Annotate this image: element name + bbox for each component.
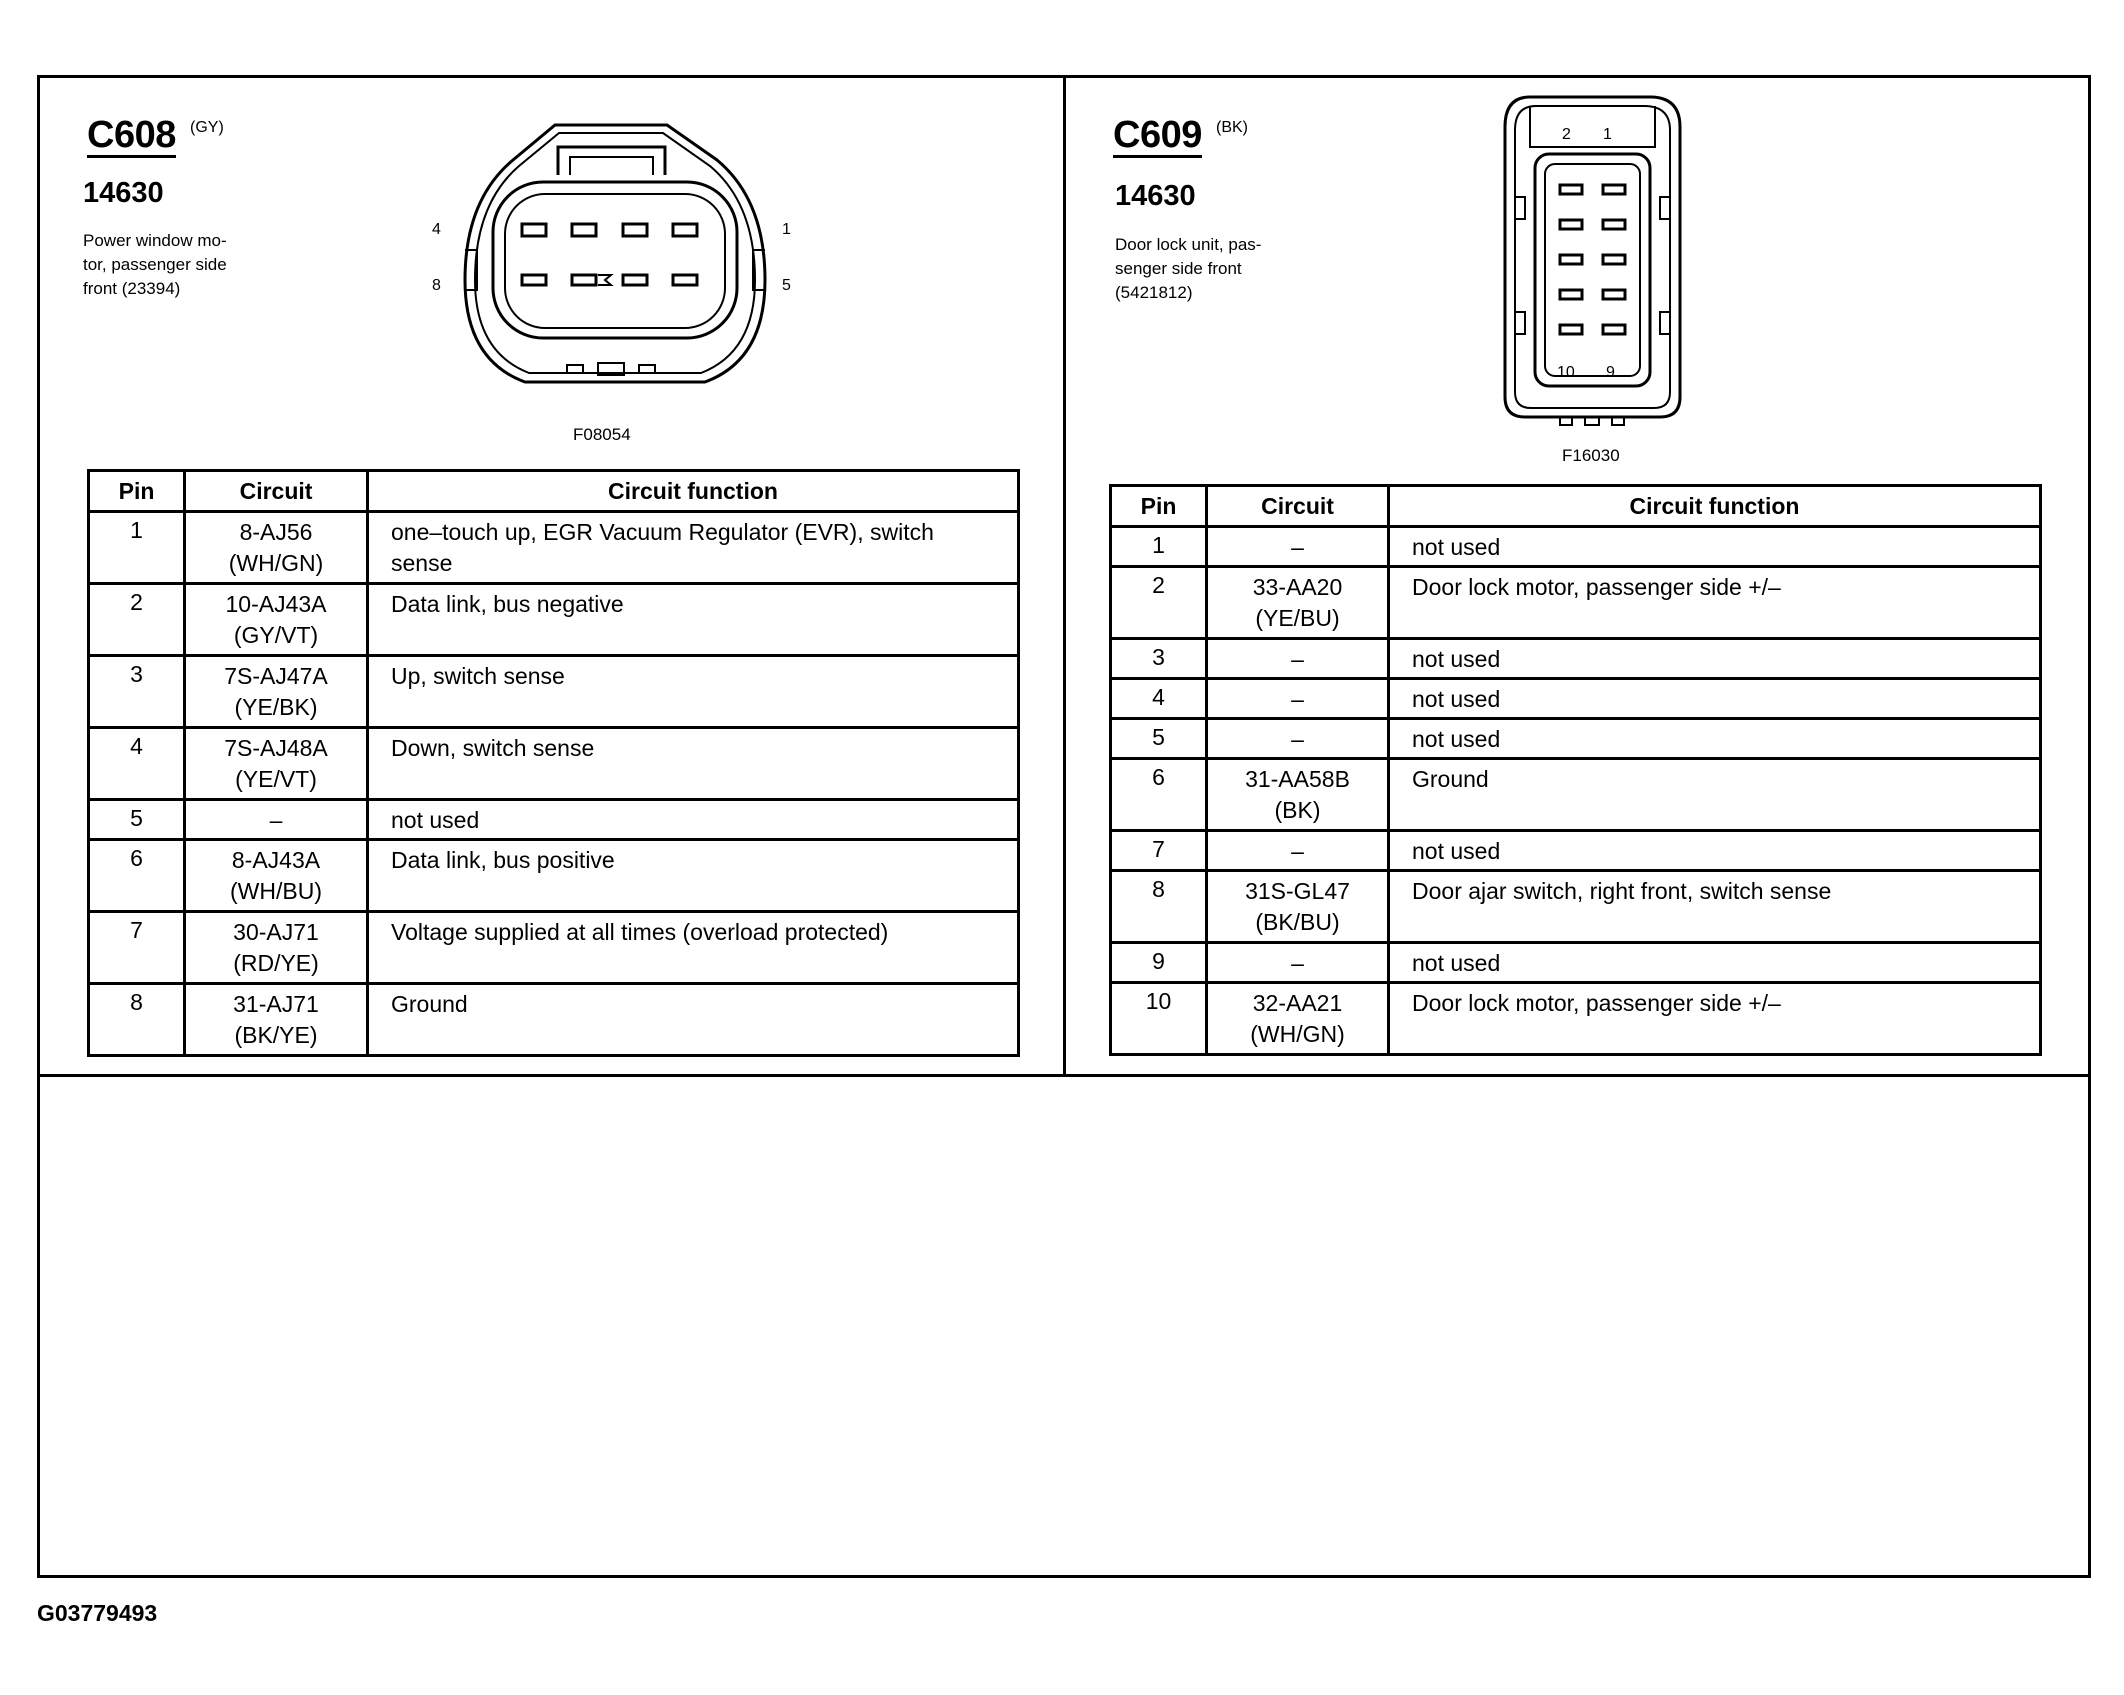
pin-label: 1	[782, 221, 791, 238]
part-number: 14630	[1115, 180, 1196, 212]
table-row	[1111, 527, 2041, 567]
cell-pin: 3	[1111, 639, 1207, 679]
cell-circuit	[1207, 719, 1389, 759]
cell-circuit	[185, 840, 368, 912]
table-header-row	[1111, 486, 2041, 527]
connector-description	[83, 229, 227, 301]
wire-color: (BK)	[1274, 797, 1321, 823]
figure-id: F08054	[573, 425, 631, 444]
description-line: front (23394)	[83, 279, 181, 298]
cell-function: not used	[1389, 831, 2041, 871]
header-circuit: Circuit	[185, 471, 368, 512]
connector-face-drawing	[1500, 92, 1685, 427]
section-divider-vertical	[1063, 75, 1066, 1076]
circuit-id: –	[1291, 534, 1304, 560]
cell-circuit	[185, 512, 368, 584]
cell-circuit	[1207, 527, 1389, 567]
wire-color: (YE/BU)	[1255, 605, 1340, 631]
cell-function: Up, switch sense	[368, 656, 1019, 728]
connector-id: C608	[87, 114, 176, 156]
circuit-id: –	[1291, 686, 1304, 712]
cell-circuit	[1207, 871, 1389, 943]
cell-pin: 8	[1111, 871, 1207, 943]
header-circuit-function: Circuit function	[1389, 486, 2041, 527]
description-line: tor, passenger side	[83, 255, 227, 274]
table-row	[1111, 759, 2041, 831]
table-row	[1111, 567, 2041, 639]
cell-function: not used	[1389, 679, 2041, 719]
cell-pin: 1	[1111, 527, 1207, 567]
cell-function: Ground	[1389, 759, 2041, 831]
circuit-id: 31-AJ71	[233, 991, 319, 1017]
pin-label: 5	[782, 277, 791, 294]
wire-color: (WH/GN)	[1250, 1021, 1345, 1047]
pin-label: 2	[1562, 126, 1571, 143]
cell-circuit	[185, 584, 368, 656]
circuit-id: –	[1291, 646, 1304, 672]
description-line: Power window mo-	[83, 231, 227, 250]
wire-color: (WH/BU)	[230, 878, 322, 904]
cell-function: not used	[368, 800, 1019, 840]
circuit-id: 30-AJ71	[233, 919, 319, 945]
circuit-id: 7S-AJ48A	[224, 735, 328, 761]
cell-pin: 2	[89, 584, 185, 656]
cell-pin: 6	[89, 840, 185, 912]
wire-color: (YE/VT)	[235, 766, 317, 792]
table-row	[89, 728, 1019, 800]
cell-function: not used	[1389, 719, 2041, 759]
pin-table	[1109, 484, 2042, 1056]
cell-pin: 5	[1111, 719, 1207, 759]
circuit-id: 7S-AJ47A	[224, 663, 328, 689]
pin-table	[87, 469, 1020, 1057]
circuit-id: –	[269, 807, 283, 833]
cell-function: Door ajar switch, right front, switch sense	[1389, 871, 2041, 943]
cell-function: Door lock motor, passenger side +/–	[1389, 983, 2041, 1055]
cell-circuit	[185, 800, 368, 840]
circuit-id: –	[1291, 838, 1304, 864]
table-row	[89, 584, 1019, 656]
cell-pin: 5	[89, 800, 185, 840]
cell-circuit	[1207, 679, 1389, 719]
cell-pin: 3	[89, 656, 185, 728]
table-row	[89, 984, 1019, 1056]
circuit-id: –	[1291, 950, 1304, 976]
cell-circuit	[1207, 639, 1389, 679]
cell-pin: 4	[89, 728, 185, 800]
wire-color: (YE/BK)	[234, 694, 318, 720]
part-number: 14630	[83, 177, 164, 209]
circuit-id: 10-AJ43A	[225, 591, 327, 617]
page-code: G03779493	[37, 1600, 158, 1626]
circuit-id: 31-AA58B	[1245, 766, 1350, 792]
table-row	[1111, 639, 2041, 679]
cell-pin: 10	[1111, 983, 1207, 1055]
cell-pin: 6	[1111, 759, 1207, 831]
header-pin: Pin	[1111, 486, 1207, 527]
cell-circuit	[1207, 983, 1389, 1055]
table-row	[89, 800, 1019, 840]
cell-function: not used	[1389, 943, 2041, 983]
pin-label: 10	[1557, 364, 1575, 381]
cell-function: Ground	[368, 984, 1019, 1056]
cell-pin: 8	[89, 984, 185, 1056]
cell-pin: 4	[1111, 679, 1207, 719]
cell-circuit	[1207, 831, 1389, 871]
connector-face-drawing	[455, 120, 775, 395]
wire-color: (BK/YE)	[234, 1022, 318, 1048]
table-header-row	[89, 471, 1019, 512]
pin-label: 8	[432, 277, 441, 294]
pin-label: 9	[1606, 364, 1615, 381]
table-row	[1111, 679, 2041, 719]
cell-function: not used	[1389, 527, 2041, 567]
cell-function: not used	[1389, 639, 2041, 679]
circuit-id: 32-AA21	[1252, 990, 1343, 1016]
connector-description	[1115, 233, 1261, 305]
table-row	[1111, 943, 2041, 983]
pin-label: 4	[432, 221, 441, 238]
wire-color: (BK/BU)	[1255, 909, 1340, 935]
cell-pin: 7	[89, 912, 185, 984]
cell-pin: 1	[89, 512, 185, 584]
cell-circuit	[1207, 567, 1389, 639]
cell-function: one–touch up, EGR Vacuum Regulator (EVR), switch sense	[368, 512, 1019, 584]
connector-color-code: (BK)	[1216, 119, 1248, 136]
cell-circuit	[1207, 759, 1389, 831]
cell-pin: 9	[1111, 943, 1207, 983]
table-row	[89, 512, 1019, 584]
cell-function: Data link, bus positive	[368, 840, 1019, 912]
wire-color: (WH/GN)	[228, 550, 324, 576]
cell-circuit	[185, 728, 368, 800]
header-circuit: Circuit	[1207, 486, 1389, 527]
wire-color: (GY/VT)	[233, 622, 319, 648]
header-pin: Pin	[89, 471, 185, 512]
circuit-id: 33-AA20	[1252, 574, 1343, 600]
table-row	[1111, 719, 2041, 759]
table-row	[1111, 871, 2041, 943]
description-line: (5421812)	[1115, 283, 1193, 302]
circuit-id: 31S-GL47	[1245, 878, 1350, 904]
cell-function: Voltage supplied at all times (overload protected)	[368, 912, 1019, 984]
table-row	[1111, 831, 2041, 871]
circuit-id: 8-AJ56	[239, 519, 313, 545]
cell-pin: 2	[1111, 567, 1207, 639]
pin-label: 1	[1603, 126, 1612, 143]
description-line: senger side front	[1115, 259, 1242, 278]
cell-function: Down, switch sense	[368, 728, 1019, 800]
cell-circuit	[185, 912, 368, 984]
connector-id: C609	[1113, 114, 1202, 156]
cell-function: Data link, bus negative	[368, 584, 1019, 656]
connector-color-code: (GY)	[190, 119, 224, 136]
description-line: Door lock unit, pas-	[1115, 235, 1262, 254]
figure-id: F16030	[1562, 446, 1620, 465]
cell-function: Door lock motor, passenger side +/–	[1389, 567, 2041, 639]
table-row	[89, 656, 1019, 728]
table-row	[89, 840, 1019, 912]
table-row	[1111, 983, 2041, 1055]
cell-circuit	[1207, 943, 1389, 983]
wire-color: (RD/YE)	[233, 950, 319, 976]
circuit-id: –	[1291, 726, 1304, 752]
table-row	[89, 912, 1019, 984]
cell-pin: 7	[1111, 831, 1207, 871]
cell-circuit	[185, 984, 368, 1056]
cell-circuit	[185, 656, 368, 728]
header-circuit-function: Circuit function	[368, 471, 1019, 512]
circuit-id: 8-AJ43A	[231, 847, 321, 873]
